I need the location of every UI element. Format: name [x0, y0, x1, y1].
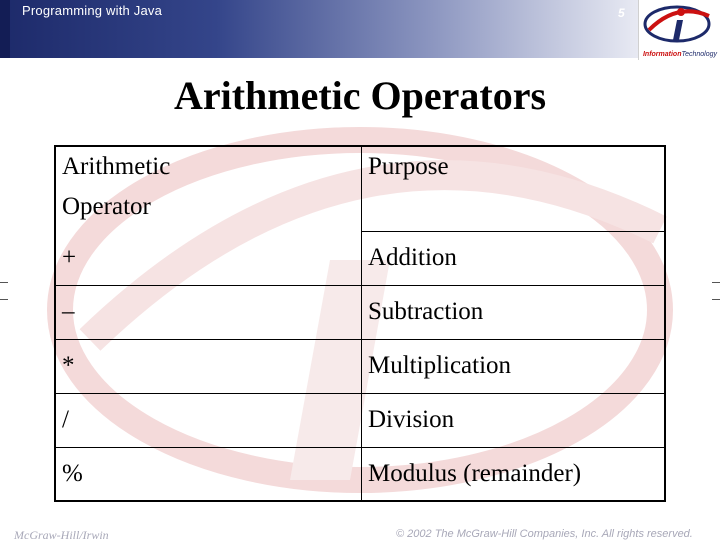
- logo-icon: [639, 0, 720, 48]
- slide-number: 5: [618, 6, 625, 20]
- header-cell-purpose: Purpose: [362, 146, 666, 231]
- table-row: [55, 231, 665, 285]
- operator-cell: +: [55, 231, 362, 285]
- header-cell-operator: [55, 146, 362, 231]
- footer-publisher: McGraw-Hill/Irwin: [14, 528, 109, 542]
- table-row: [55, 285, 665, 339]
- purpose-cell: Modulus (remainder): [362, 447, 666, 501]
- logo-text: [639, 51, 720, 58]
- header-operator-line1: Arithmetic: [62, 153, 171, 180]
- right-edge-mark: [712, 282, 720, 300]
- operator-cell: –: [55, 285, 362, 339]
- header-accent: [0, 0, 10, 58]
- table-row: [55, 447, 665, 501]
- operators-table: [54, 145, 666, 502]
- operator-cell: *: [55, 339, 362, 393]
- footer-copyright: © 2002 The McGraw-Hill Companies, Inc. All rights reserved.: [396, 528, 693, 540]
- purpose-cell: Addition: [362, 231, 666, 285]
- logo-text-blue: Technology: [681, 51, 718, 58]
- table-header-row: [55, 146, 665, 231]
- information-technology-logo: [638, 0, 720, 60]
- header-operator-line2: Operator: [62, 193, 151, 220]
- slide-title: Arithmetic Operators: [173, 73, 547, 118]
- logo-text-red: Information: [642, 51, 682, 58]
- course-title: Programming with Java: [22, 3, 163, 18]
- operator-cell: /: [55, 393, 362, 447]
- purpose-cell: Division: [362, 393, 666, 447]
- table-row: [55, 339, 665, 393]
- purpose-cell: Multiplication: [362, 339, 666, 393]
- table-row: [55, 393, 665, 447]
- purpose-cell: Subtraction: [362, 285, 666, 339]
- operator-cell: %: [55, 447, 362, 501]
- left-edge-mark: [0, 282, 8, 300]
